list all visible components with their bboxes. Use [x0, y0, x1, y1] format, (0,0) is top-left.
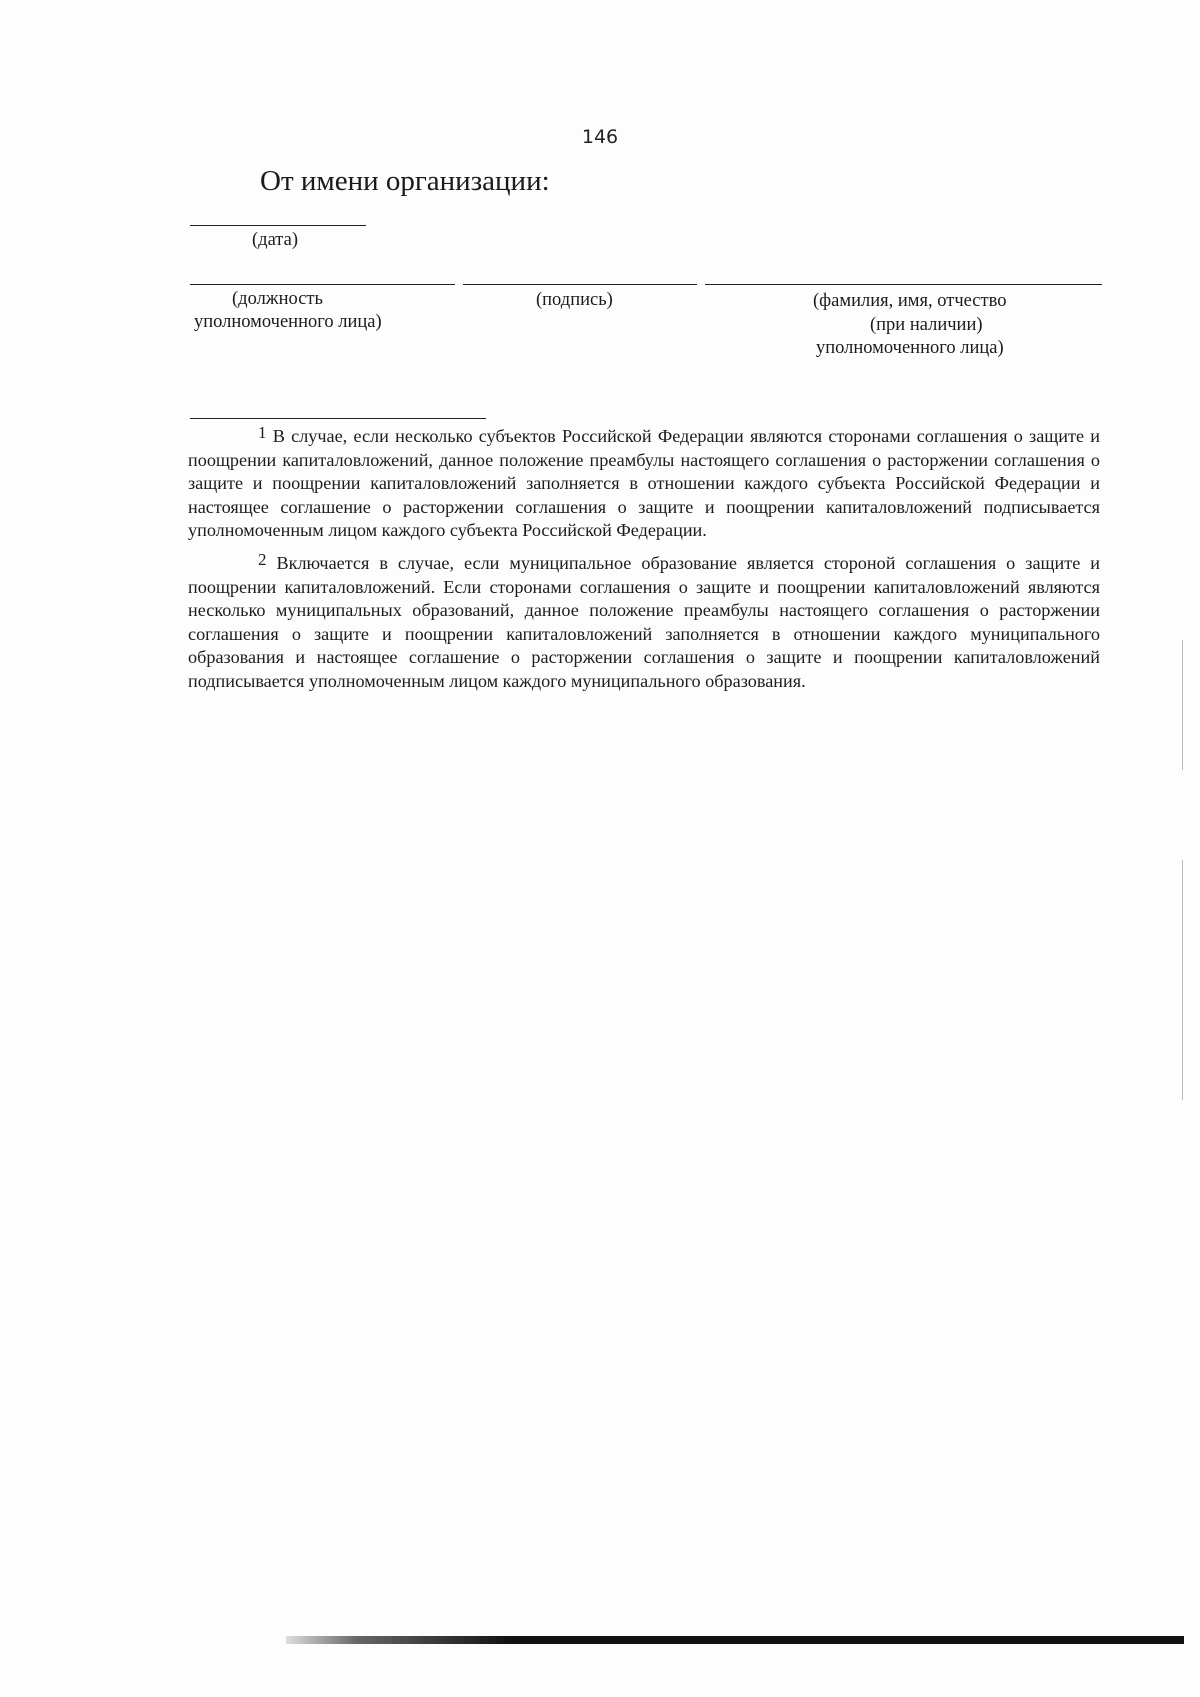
scan-edge-bar	[286, 1636, 1184, 1644]
footnote-text-2: Включается в случае, если муниципальное образование является стороной соглашения о защите и поощрении капиталовложений. Если сторонами соглашения о защите и поощрении капиталовложений являются несколько муниципальных образований, данное положение преамбулы настоящего соглашения о расторжении соглашения о защите и поощрении капиталовложений заполняется в отношении каждого муниципального образования и настоящее соглашение о расторжении соглашения о защите и поощрении капиталовложений подписывается уполномоченным лицом каждого муниципального образования.	[188, 552, 1100, 691]
name-caption-line2: (при наличии)	[870, 315, 983, 335]
org-heading: От имени организации:	[260, 165, 550, 197]
footnote-1	[188, 425, 1100, 543]
footnote-marker-1: 1	[258, 423, 267, 442]
name-caption-line1: (фамилия, имя, отчество	[813, 291, 1007, 311]
position-caption-line1: (должность	[232, 289, 323, 309]
footnote-2	[188, 549, 1100, 694]
footnote-marker-2: 2	[258, 549, 267, 569]
signature-line	[463, 284, 697, 285]
position-caption-line2: уполномоченного лица)	[194, 312, 382, 332]
scan-artifact	[1182, 860, 1183, 1100]
name-caption-line3: уполномоченного лица)	[816, 338, 1004, 358]
signature-caption: (подпись)	[536, 290, 613, 310]
footnotes	[188, 425, 1100, 694]
scan-artifact	[1182, 640, 1183, 770]
page-number: 146	[581, 126, 619, 148]
footnote-text-1: В случае, если несколько субъектов Российской Федерации являются сторонами соглашения о защите и поощрении капиталовложений, данное положение преамбулы настоящего соглашения о расторжении соглашения о защите и поощрении капиталовложений заполняется в отношении каждого субъекта Российской Федерации и настоящее соглашение о расторжении соглашения о защите и поощрении капиталовложений подписывается уполномоченным лицом каждого субъекта Российской Федерации.	[188, 426, 1101, 541]
position-line	[190, 284, 455, 285]
date-line	[190, 225, 366, 226]
date-caption: (дата)	[252, 230, 298, 250]
footnote-separator	[190, 418, 486, 419]
name-line	[705, 284, 1102, 285]
